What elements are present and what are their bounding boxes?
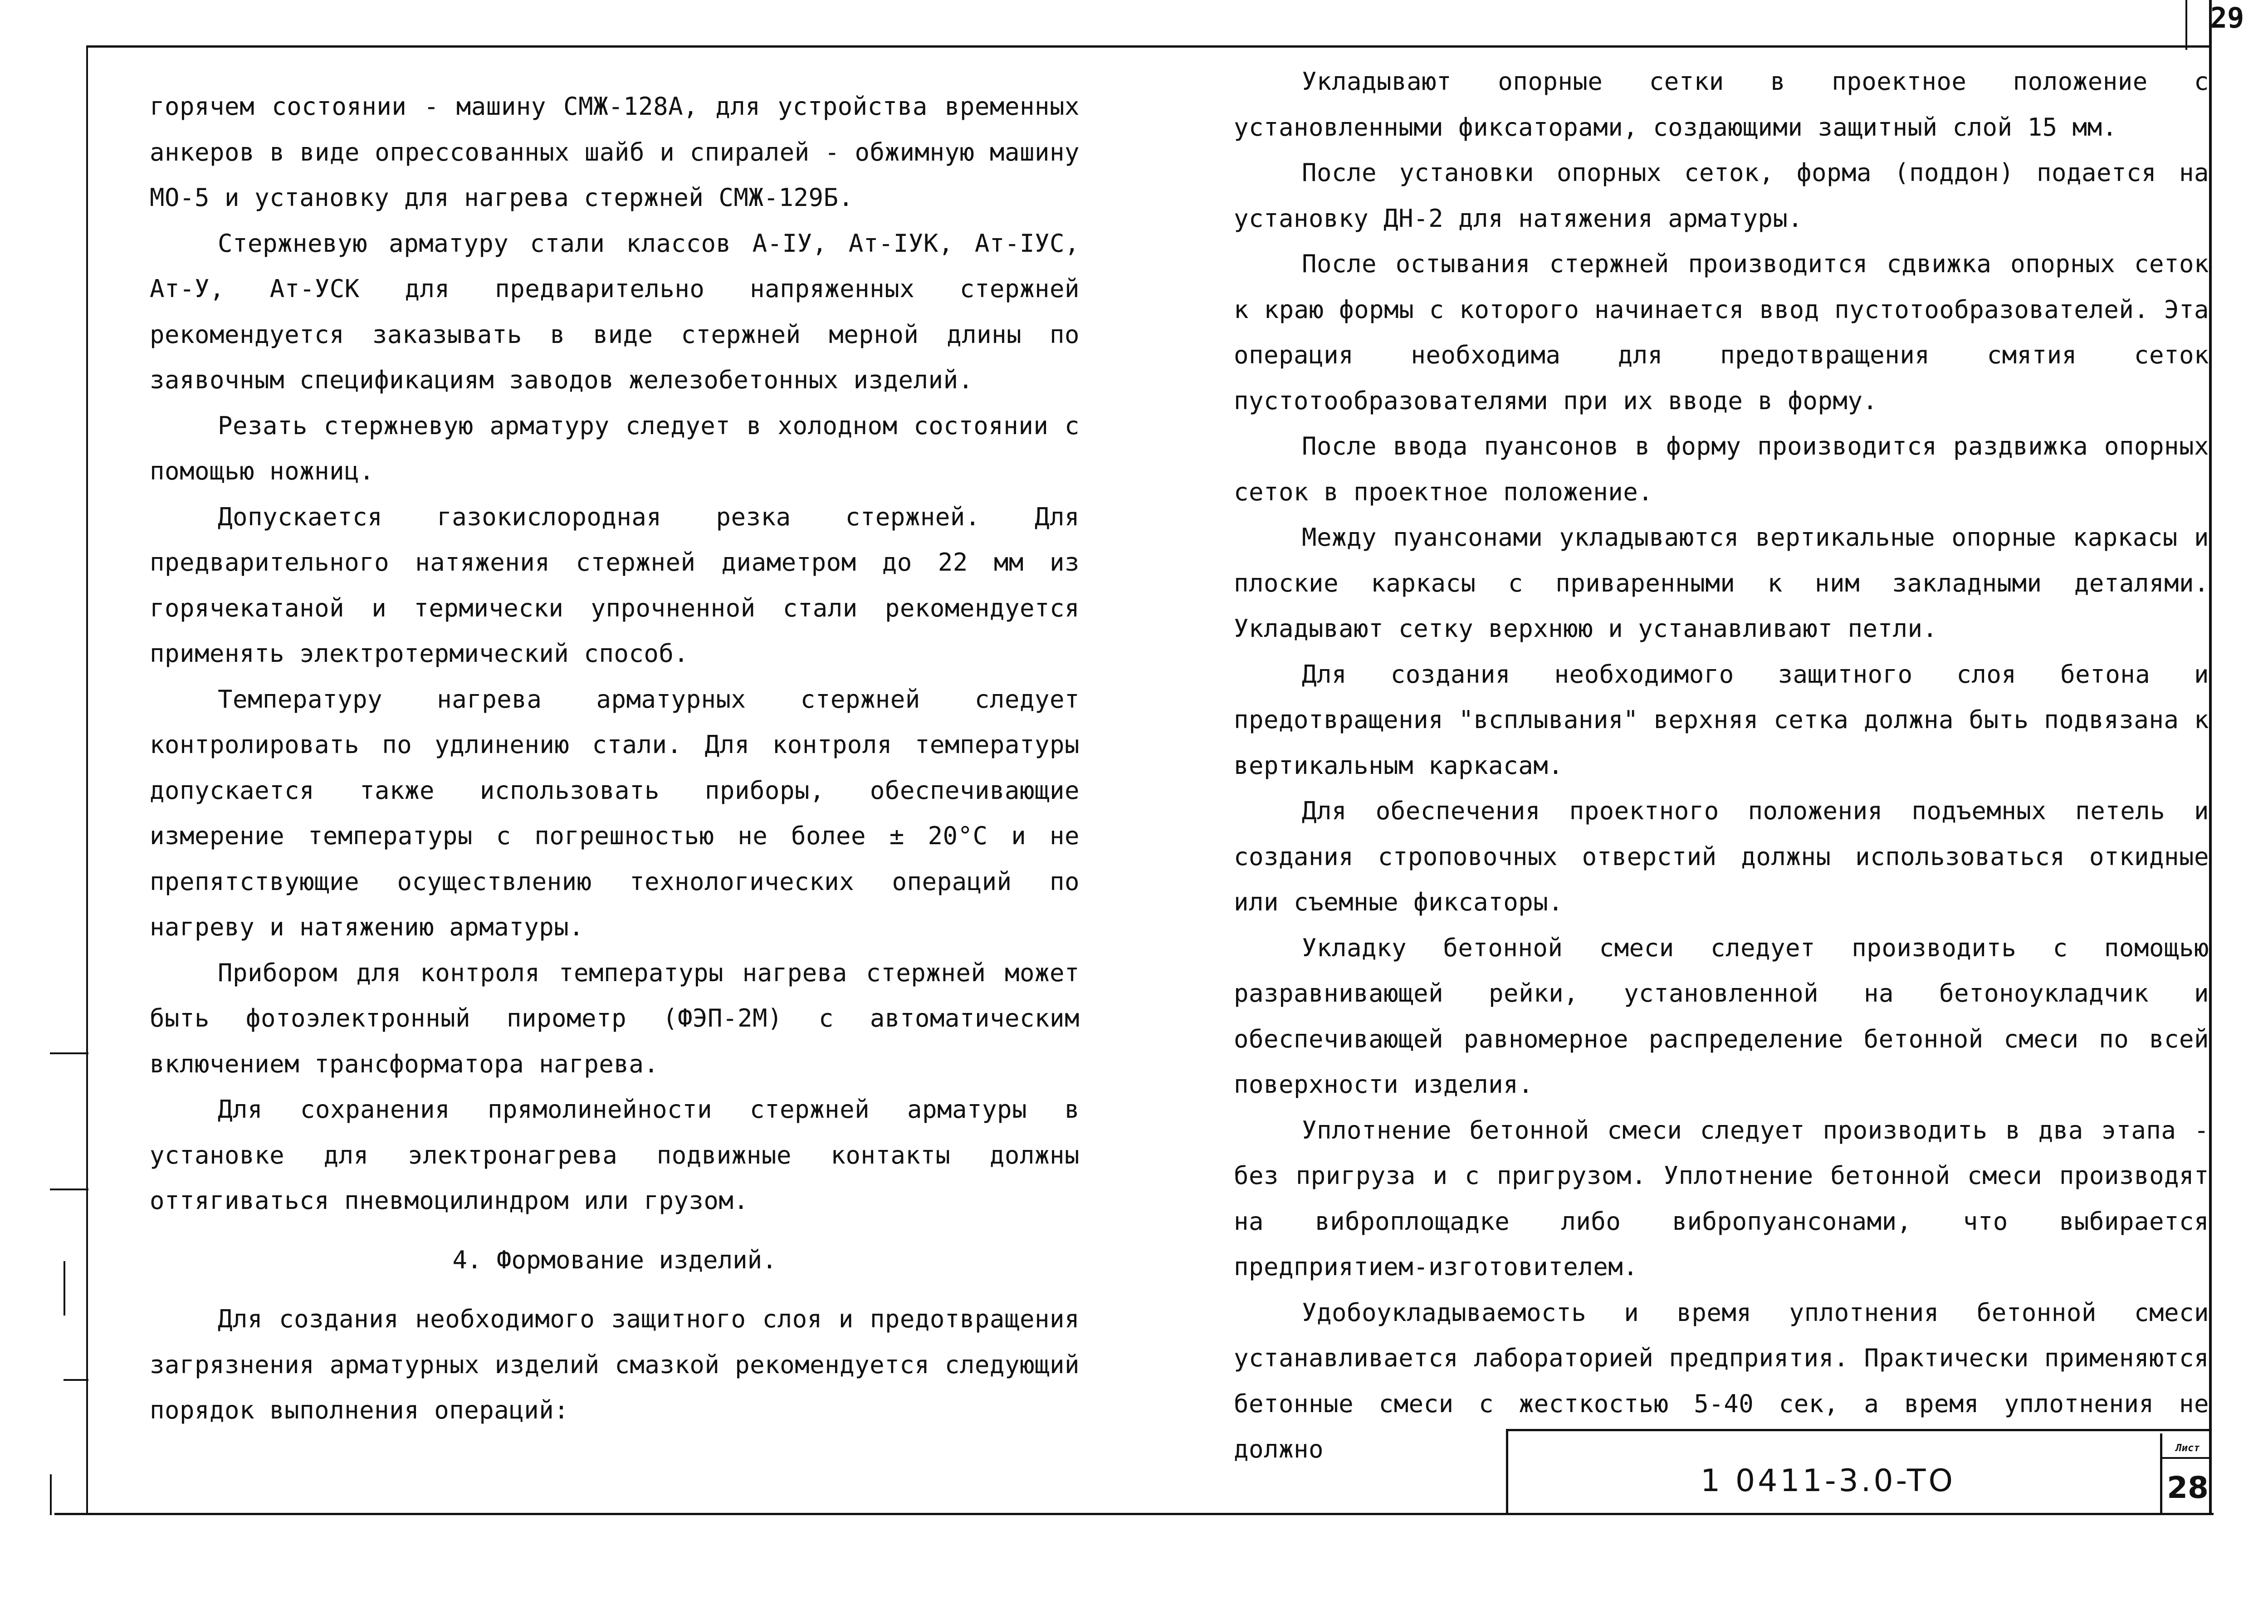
margin-tick: [50, 1474, 52, 1515]
margin-tick: [50, 1189, 88, 1190]
stamp-left-line: [1506, 1429, 1508, 1515]
paragraph: Прибором для контроля температуры нагрева стержней может быть фотоэлектронный пирометр (ФЭП-2М) с автоматическим включением трансформатора нагрева.: [150, 958, 1080, 1078]
paragraph: Допускается газокислородная резка стержней. Для предварительного натяжения стержней диаметром до 22 мм из горячекатаной и термически упрочненной стали рекомендуется применять электротермический способ.: [150, 502, 1080, 668]
section-title: 4. Формование изделий.: [452, 1245, 777, 1274]
right-column: [1234, 59, 2209, 1472]
paragraph: После ввода пуансонов в форму производится раздвижка опорных сеток в проектное положение.: [1234, 432, 2209, 506]
margin-tick: [64, 1261, 65, 1316]
top-border-line: [86, 45, 2209, 48]
paragraph: Укладывают опорные сетки в проектное положение с установленными фиксаторами, создающими защитный слой 15 мм.: [1234, 67, 2209, 142]
margin-tick: [64, 1379, 88, 1381]
margin-tick: [50, 1052, 88, 1054]
top-page-number: 29: [2210, 1, 2244, 34]
paragraph: Удобоукладываемость и время уплотнения бетонной смеси устанавливается лабораторией предприятия. Практически применяются бетонные смеси с жесткостью 5-40 сек, а время уплотнения не должно: [1234, 1298, 2209, 1463]
paragraph: Укладку бетонной смеси следует производить с помощью разравнивающей рейки, установленной на бетоноукладчик и обеспечивающей равномерное распределение бетонной смеси по всей поверхности изделия.: [1234, 933, 2209, 1099]
right-border-line: [2209, 0, 2212, 1515]
paragraph: Резать стержневую арматуру следует в холодном состоянии с помощью ножниц.: [150, 411, 1080, 485]
stamp-sheet-divider: [2160, 1433, 2162, 1515]
right-paragraphs: [1234, 59, 2209, 1472]
document-code: 1 0411-3.0-TO: [1701, 1463, 1955, 1499]
paragraph: После установки опорных сеток, форма (поддон) подается на установку ДН-2 для натяжения арматуры.: [1234, 158, 2209, 233]
left-paragraphs: [150, 84, 1080, 1224]
paragraph: горячем состоянии - машину СМЖ-128А, для устройства временных анкеров в виде опрессованных шайб и спиралей - обжимную машину МО-5 и установку для нагрева стержней СМЖ-129Б.: [150, 92, 1080, 212]
paragraph: Температуру нагрева арматурных стержней следует контролировать по удлинению стали. Для контроля температуры допускается также использовать приборы, обеспечивающие измерение температуры с погрешностью не более ± 20°С и не препятствующие осуществлению технологических операций по нагреву и натяжению арматуры.: [150, 685, 1080, 941]
paragraph: Уплотнение бетонной смеси следует производить в два этапа - без пригруза и с пригрузом. Уплотнение бетонной смеси производят на виброплощадке либо вибропуансонами, что выбирается предприятием-изготовителем.: [1234, 1115, 2209, 1281]
paragraph: Для обеспечения проектного положения подъемных петель и создания строповочных отверстий должны использоваться откидные или съемные фиксаторы.: [1234, 797, 2209, 916]
sheet-label: Лист: [2175, 1443, 2200, 1454]
stamp-sheet-label-line: [2160, 1457, 2211, 1459]
paragraph: Для создания необходимого защитного слоя бетона и предотвращения "всплывания" верхняя сетка должна быть подвязана к вертикальным каркасам.: [1234, 660, 2209, 780]
paragraph: После остывания стержней производится сдвижка опорных сеток к краю формы с которого начинается ввод пустотообразователей. Эта операция необходима для предотвращения смятия сеток пустотообразователями при их вводе в форму.: [1234, 249, 2209, 415]
left-column: [150, 84, 1080, 1433]
paragraph: Между пуансонами укладываются вертикальные опорные каркасы и плоские каркасы с приваренными к ним закладными деталями. Укладывают сетку верхнюю и устанавливают петли.: [1234, 523, 2209, 643]
left-after-title-paragraphs: [150, 1296, 1080, 1433]
stamp-top-line: [1506, 1429, 2211, 1431]
paragraph: Стержневую арматуру стали классов А-IУ, Ат-IУК, Ат-IУС, Ат-У, Ат-УСК для предварительно напряженных стержней рекомендуется заказывать в виде стержней мерной длины по заявочным спецификациям заводов железобетонных изделий.: [150, 229, 1080, 394]
paragraph: Для создания необходимого защитного слоя и предотвращения загрязнения арматурных изделий смазкой рекомендуется следующий порядок выполнения операций:: [150, 1305, 1080, 1424]
right-outer-line: [2185, 0, 2187, 50]
left-binding-line: [86, 45, 88, 1515]
sheet-number: 28: [2167, 1470, 2209, 1505]
paragraph: Для сохранения прямолинейности стержней арматуры в установке для электронагрева подвижные контакты должны оттягиваться пневмоцилиндром или грузом.: [150, 1095, 1080, 1215]
